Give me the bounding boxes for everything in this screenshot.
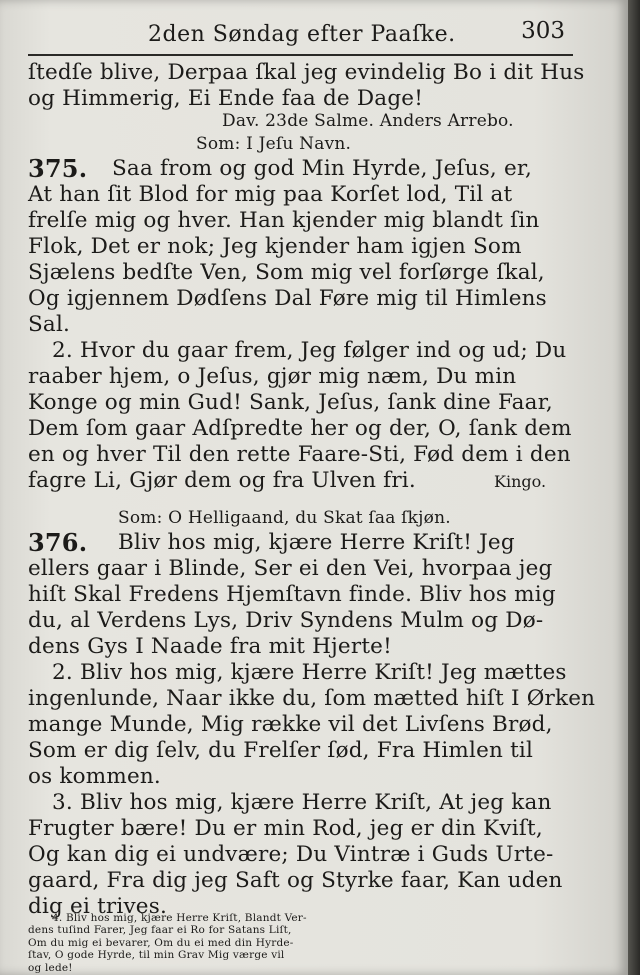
melody-line: Som: O Helligaand, du Skat ſaa ſkjøn.	[118, 508, 451, 528]
verse-line: Sjælens bedſte Ven, Som mig vel forſørge ſkal,	[28, 260, 545, 285]
verse-line: og Himmerig, Ei Ende faa de Dage!	[28, 86, 424, 111]
verse-line: Flok, Det er nok; Jeg kjender ham igjen Som	[28, 234, 522, 259]
verse-line: dens tuſind Farer, Jeg faar ei Ro for Satans Liſt,	[28, 924, 292, 937]
verse-line: og lede!	[28, 961, 73, 974]
verse-line: Og igjennem Dødſens Dal Føre mig til Himlens	[28, 286, 547, 311]
verse-line: gaard, Fra dig jeg Saft og Styrke faar, Kan uden	[28, 868, 563, 893]
verse-line: en og hver Til den rette Faare-Sti, Fød dem i den	[28, 442, 571, 467]
verse-line: Saa from og god Min Hyrde, Jeſus, er,	[112, 156, 533, 181]
melody-line: Som: I Jeſu Navn.	[196, 134, 352, 154]
verse-line: frelſe mig og hver. Han kjender mig blandt ſin	[28, 208, 540, 233]
hymn-author: Kingo.	[494, 472, 547, 491]
verse-line: ſtedſe blive, Derpaa ſkal jeg evindelig Bo i dit Hus	[28, 60, 585, 85]
verse-line: 4. Bliv hos mig, kjære Herre Kriſt, Blandt Ver-	[52, 912, 307, 924]
verse-line: ſtav, O gode Hyrde, til min Grav Mig værge vil	[28, 949, 285, 962]
verse-line: Bliv hos mig, kjære Herre Kriſt! Jeg	[118, 530, 515, 555]
verse-line: hiſt Skal Fredens Hjemſtavn finde. Bliv hos mig	[28, 582, 556, 607]
verse-line: fagre Li, Gjør dem og fra Ulven fri.	[28, 468, 416, 493]
verse-line: Og kan dig ei undvære; Du Vintræ i Guds Urte-	[28, 842, 554, 867]
verse-line: Dem ſom gaar Adſpredte her og der, O, ſank dem	[28, 416, 572, 441]
verse-line: ingenlunde, Naar ikke du, ſom mætted hiſt I Ørken	[28, 686, 596, 711]
verse-line: 2. Hvor du gaar frem, Jeg følger ind og ud; Du	[52, 338, 567, 363]
header-title: 2den Søndag efter Paaſke.	[148, 22, 456, 47]
verse-line: Konge og min Gud! Sank, Jeſus, ſank dine Faar,	[28, 390, 553, 415]
verse-line: dig ei trives.	[28, 894, 168, 919]
hymn-number: 376.	[28, 528, 88, 557]
verse-line: raaber hjem, o Jeſus, gjør mig næm, Du min	[28, 364, 517, 389]
verse-line: At han ſit Blod for mig paa Korſet lod, Til at	[28, 182, 513, 207]
page-number: 303	[521, 18, 565, 44]
verse-line: Sal.	[28, 312, 71, 337]
hymn-number: 375.	[28, 154, 88, 183]
verse-line: Om du mig ei bevarer, Om du ei med din Hyrde-	[28, 936, 294, 949]
running-header	[28, 16, 573, 56]
verse-line: 2. Bliv hos mig, kjære Herre Kriſt! Jeg mættes	[52, 660, 567, 685]
verse-line: os kommen.	[28, 764, 161, 789]
verse-line: Frugter bære! Du er min Rod, jeg er din Kviſt,	[28, 816, 543, 841]
verse-line: 3. Bliv hos mig, kjære Herre Kriſt, At jeg kan	[52, 790, 552, 815]
verse-line: ellers gaar i Blinde, Ser ei den Vei, hvorpaa jeg	[28, 556, 553, 581]
page-edge-shadow	[628, 0, 640, 975]
verse-line: Som er dig ſelv, du Frelſer ſød, Fra Himlen til	[28, 738, 534, 763]
verse-line: mange Munde, Mig række vil det Livſens Brød,	[28, 712, 553, 737]
verse-line: dens Gys I Naade fra mit Hjerte!	[28, 634, 392, 659]
psalm-attribution: Dav. 23de Salme. Anders Arrebo.	[222, 111, 514, 131]
verse-line: du, al Verdens Lys, Driv Syndens Mulm og Dø-	[28, 608, 544, 633]
